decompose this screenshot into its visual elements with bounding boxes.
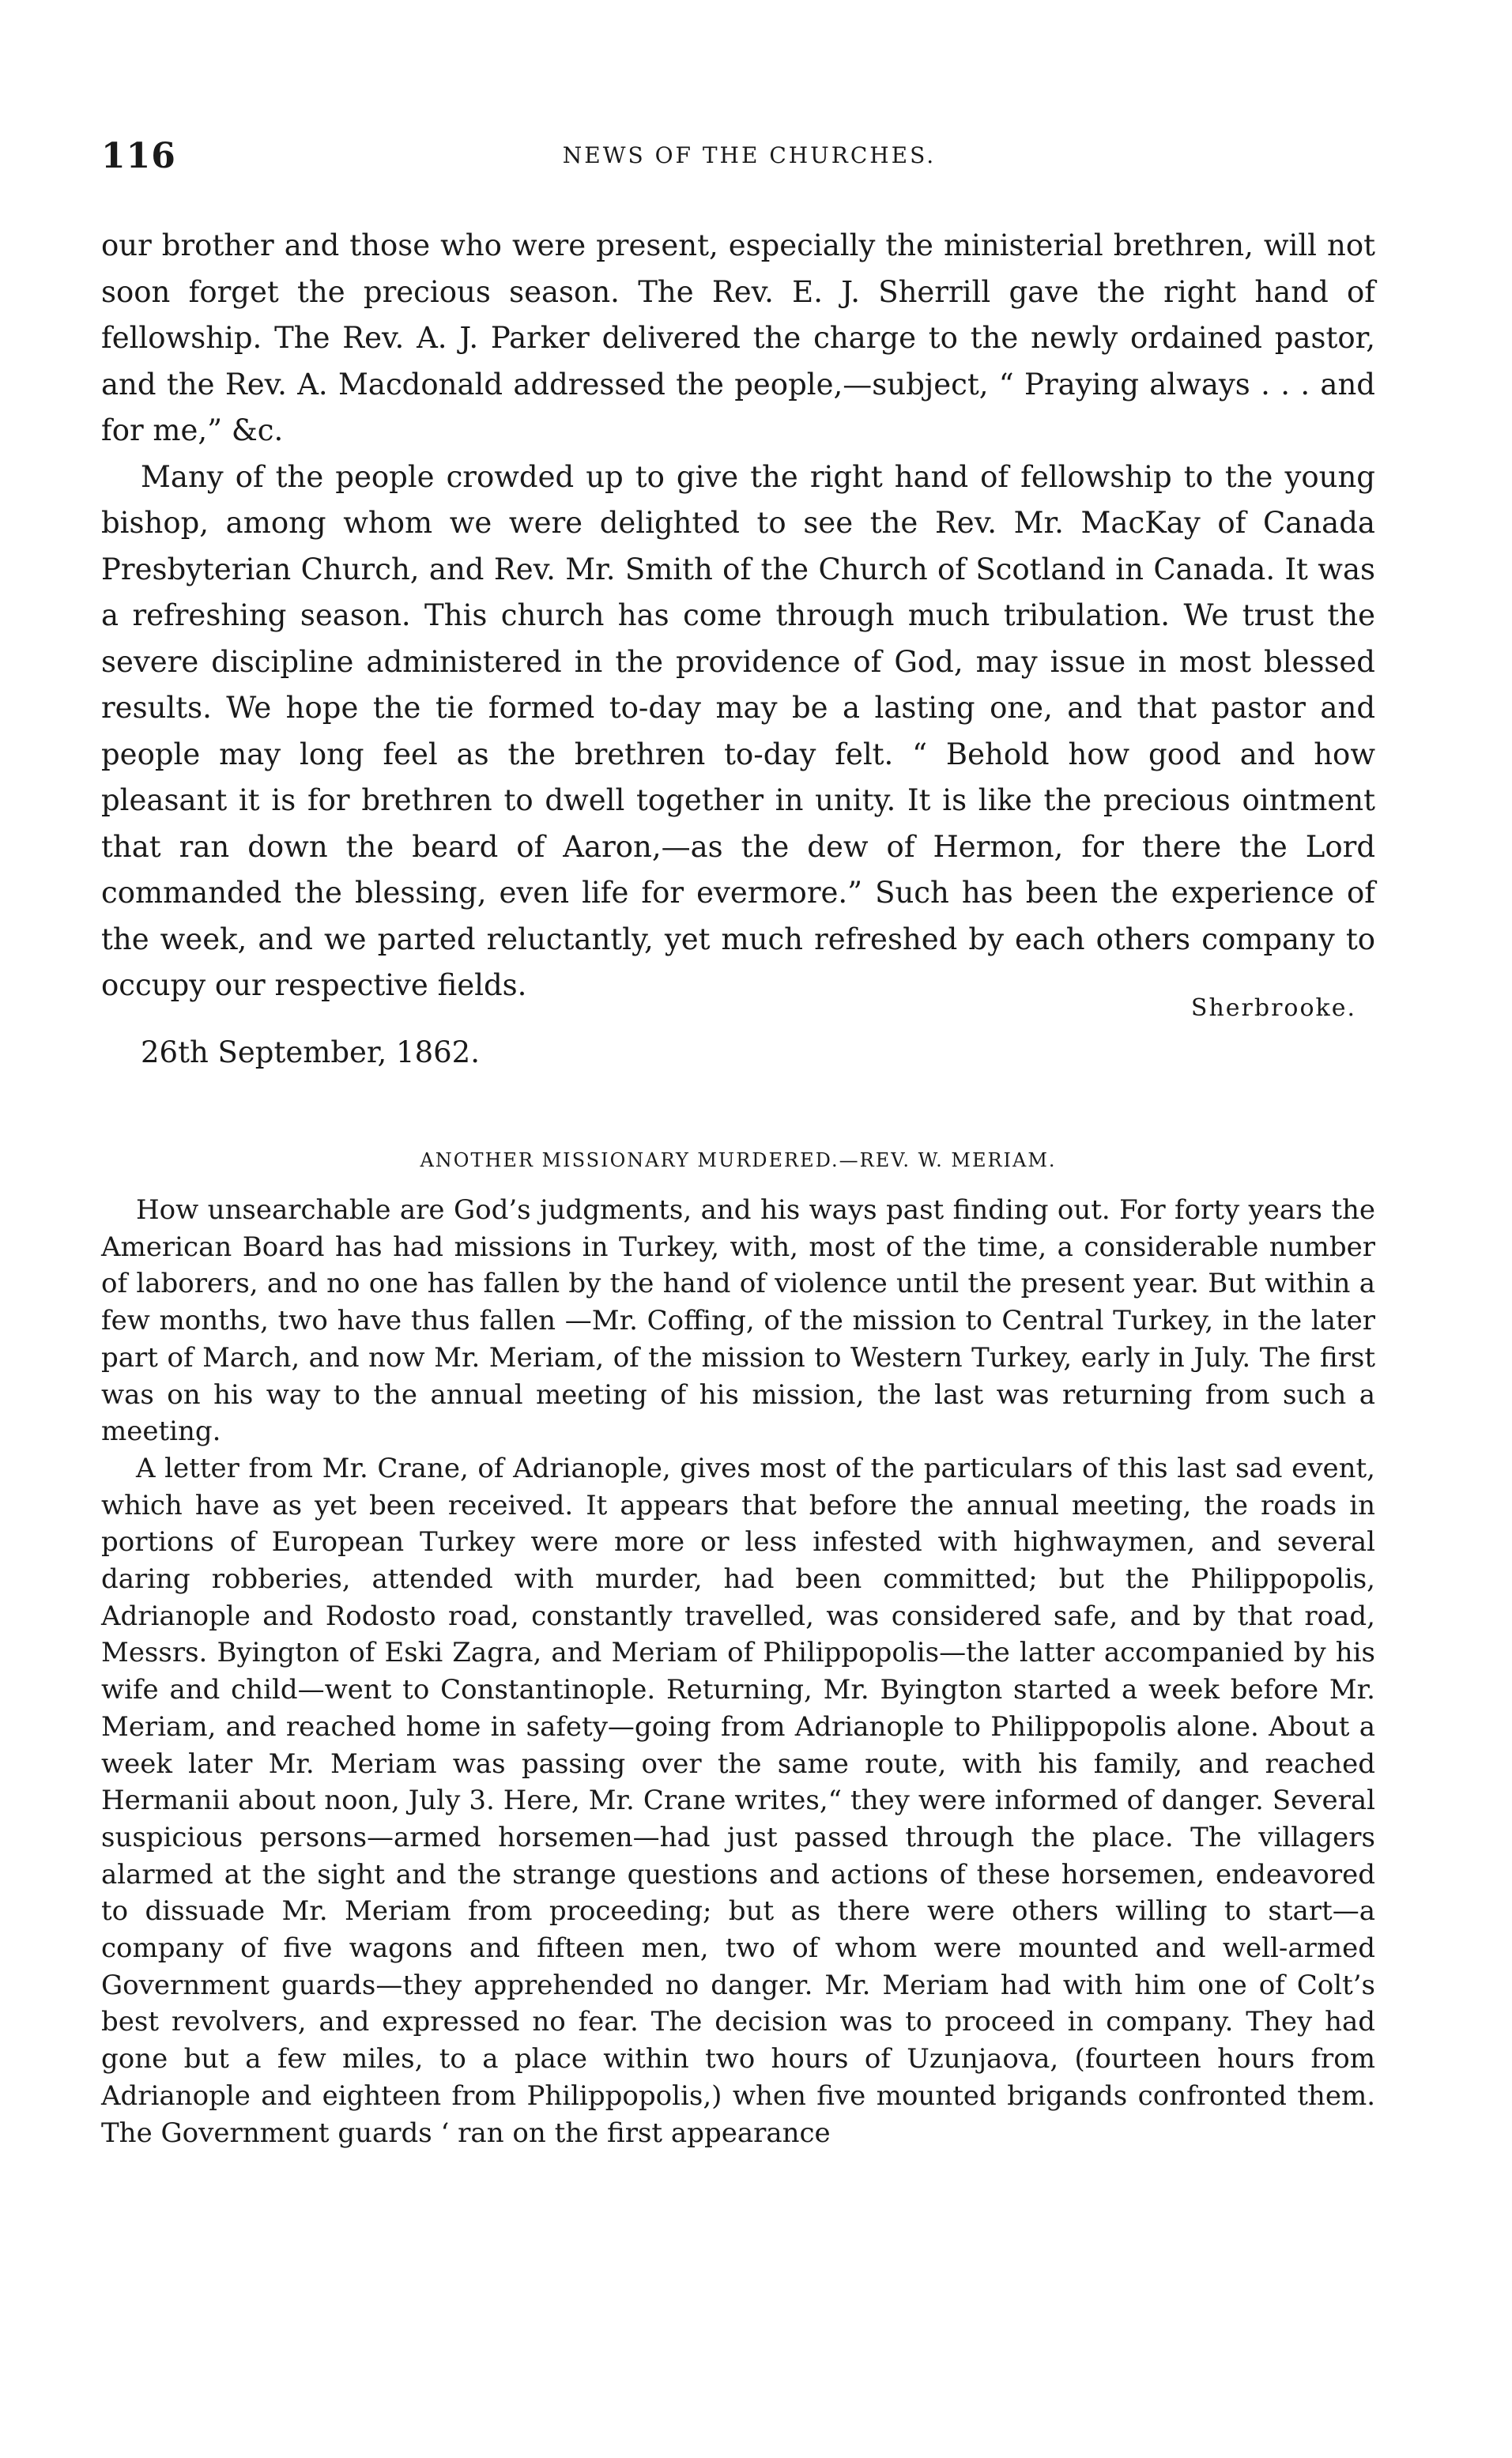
running-head [101, 136, 1397, 183]
article-body [101, 1192, 1375, 2151]
article-title: ANOTHER MISSIONARY MURDERED.—REV. W. MERIAM. [420, 1149, 1057, 1171]
paragraph: A letter from Mr. Crane, of Adrianople, gives most of the particulars of this last sad event, which have as yet been received. It appears that before the annual meeting, the roads in portions of European Turkey were more or less infested with highwaymen, and several daring robberies, attended with murder, had been committed; but the Philippopolis, Adrianople and Rodosto road, constantly travelled, was considered safe, and by that road, Messrs. Byington of Eski Zagra, and Meriam of Philippopolis—the latter accompanied by his wife and child—went to Constantinople. Returning, Mr. Byington started a week before Mr. Meriam, and reached home in safety—going from Adrianople to Philippopolis alone. About a week later Mr. Meriam was passing over the same route, with his family, and reached Hermanii about noon, July 3. Here, Mr. Crane writes,“ they were informed of danger. Several suspicious persons—armed horsemen—had just passed through the place. The villagers alarmed at the sight and the strange questions and actions of these horsemen, endeavored to dissuade Mr. Meriam from proceeding; but as there were others willing to start—a company of five wagons and fifteen men, two of whom were mounted and well-armed Government guards—they apprehended no danger. Mr. Meriam had with him one of Colt’s best revolvers, and expressed no fear. The decision was to proceed in company. They had gone but a few miles, to a place within two hours of Uzunjaova, (fourteen hours from Adrianople and eighteen from Philippopolis,) when five mounted brigands confronted them. The Government guards ‘ ran on the first appearance [101, 1452, 1375, 2149]
author-signature: Sherbrooke. [1190, 994, 1356, 1022]
paragraph: our brother and those who were present, especially the ministerial brethren, will not soon forget the precious season. The Rev. E. J. Sherrill gave the right hand of fellowship. The Rev. A. J. Parker delivered the charge to the newly ordained pastor, and the Rev. A. Macdonald addressed the people,—subject, “ Praying always . . . and for me,” &c. [101, 228, 1375, 447]
paragraph: Many of the people crowded up to give the right hand of fellowship to the young bishop, among whom we were delighted to see the Rev. Mr. MacKay of Canada Presbyterian Church, and Rev. Mr. Smith of the Church of Scotland in Canada. It was a refreshing season. This church has come through much tribulation. We trust the severe discipline administered in the providence of God, may issue in most blessed results. We hope the tie formed to-day may be a lasting one, and that pastor and people may long feel as the brethren to-day felt. “ Behold how good and how pleasant it is for brethren to dwell together in unity. It is like the precious ointment that ran down the beard of Aaron,—as the dew of Hermon, for there the Lord commanded the blessing, even life for evermore.” Such has been the experience of the week, and we parted reluctantly, yet much refreshed by each others company to occupy our respective fields. [101, 459, 1375, 1002]
running-title: NEWS OF THE CHURCHES. [562, 142, 937, 168]
dateline: 26th September, 1862. [141, 1035, 480, 1069]
page-number: 116 [101, 136, 176, 176]
previous-article-body [101, 223, 1375, 1009]
paragraph: How unsearchable are God’s judgments, and his ways past finding out. For forty years the American Board has had missions in Turkey, with, most of the time, a considerable number of laborers, and no one has fallen by the hand of violence until the present year. But within a few months, two have thus fallen —Mr. Coffing, of the mission to Central Turkey, in the later part of March, and now Mr. Meriam, of the mission to Western Turkey, early in July. The first was on his way to the annual meeting of his mission, the last was returning from such a meeting. [101, 1194, 1375, 1448]
